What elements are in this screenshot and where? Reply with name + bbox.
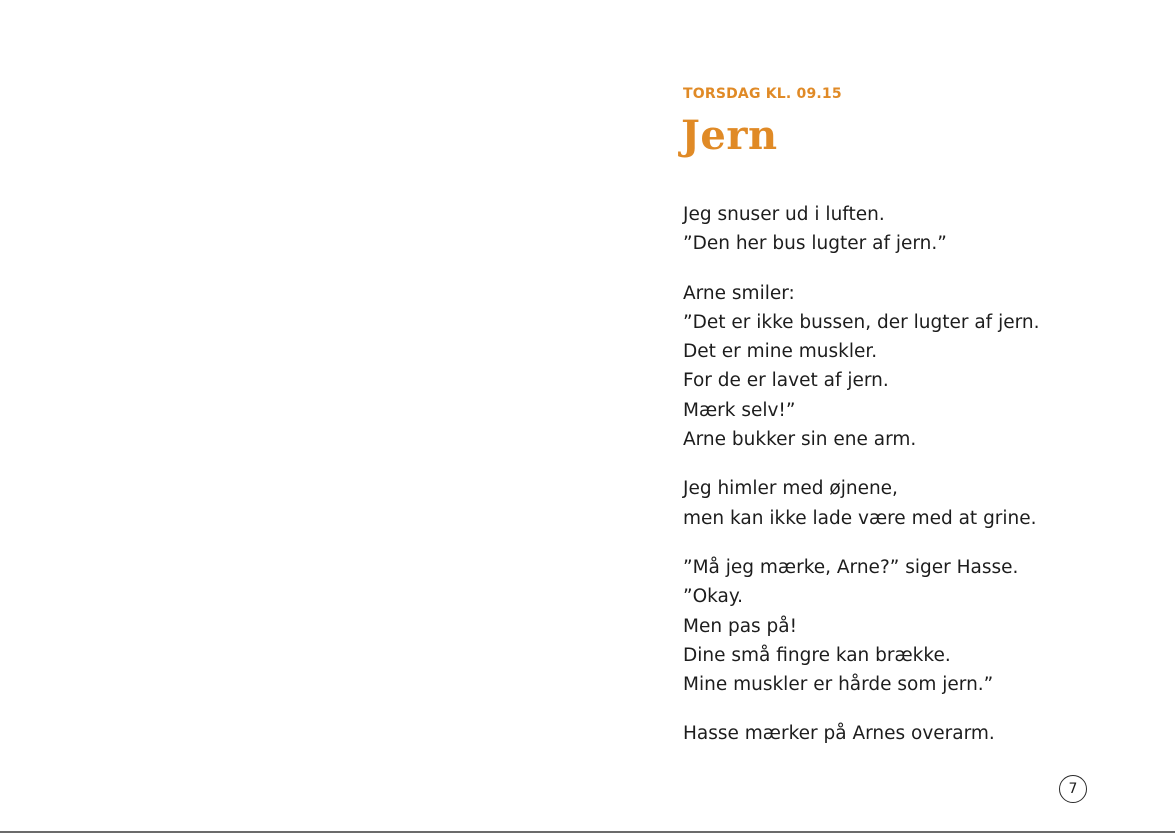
page-number-badge [1059,775,1087,803]
text-line: Mærk selv!” [683,399,796,421]
body-text [683,200,1123,749]
paragraph [683,474,1123,533]
text-line: Jeg himler med øjnene, [683,478,898,500]
text-line: Dine små fingre kan brække. [683,644,951,666]
text-line: ”Okay. [683,586,744,608]
text-line: men kan ikke lade være med at grine. [683,507,1037,529]
paragraph [683,719,1123,748]
text-line: Men pas på! [683,615,798,637]
page-number: 7 [1068,781,1078,797]
text-line: Det er mine muskler. [683,341,878,363]
text-line: ”Må jeg mærke, Arne?” siger Hasse. [683,556,1019,578]
text-line: For de er lavet af jern. [683,370,889,392]
paragraph [683,200,1123,259]
text-line: ”Det er ikke bussen, der lugter af jern. [683,311,1040,333]
chapter-kicker: TORSDAG KL. 09.15 [683,86,842,102]
text-line: Jeg snuser ud i luften. [683,204,885,225]
page-content [683,83,1123,769]
text-line: Hasse mærker på Arnes overarm. [683,723,995,745]
text-line: Arne bukker sin ene arm. [683,429,917,451]
paragraph [683,553,1123,699]
text-line: ”Den her bus lugter af jern.” [683,233,947,255]
text-line: Mine muskler er hårde som jern.” [683,674,994,696]
paragraph [683,279,1123,455]
chapter-title: Jern [681,112,778,159]
text-line: Arne smiler: [683,282,795,304]
